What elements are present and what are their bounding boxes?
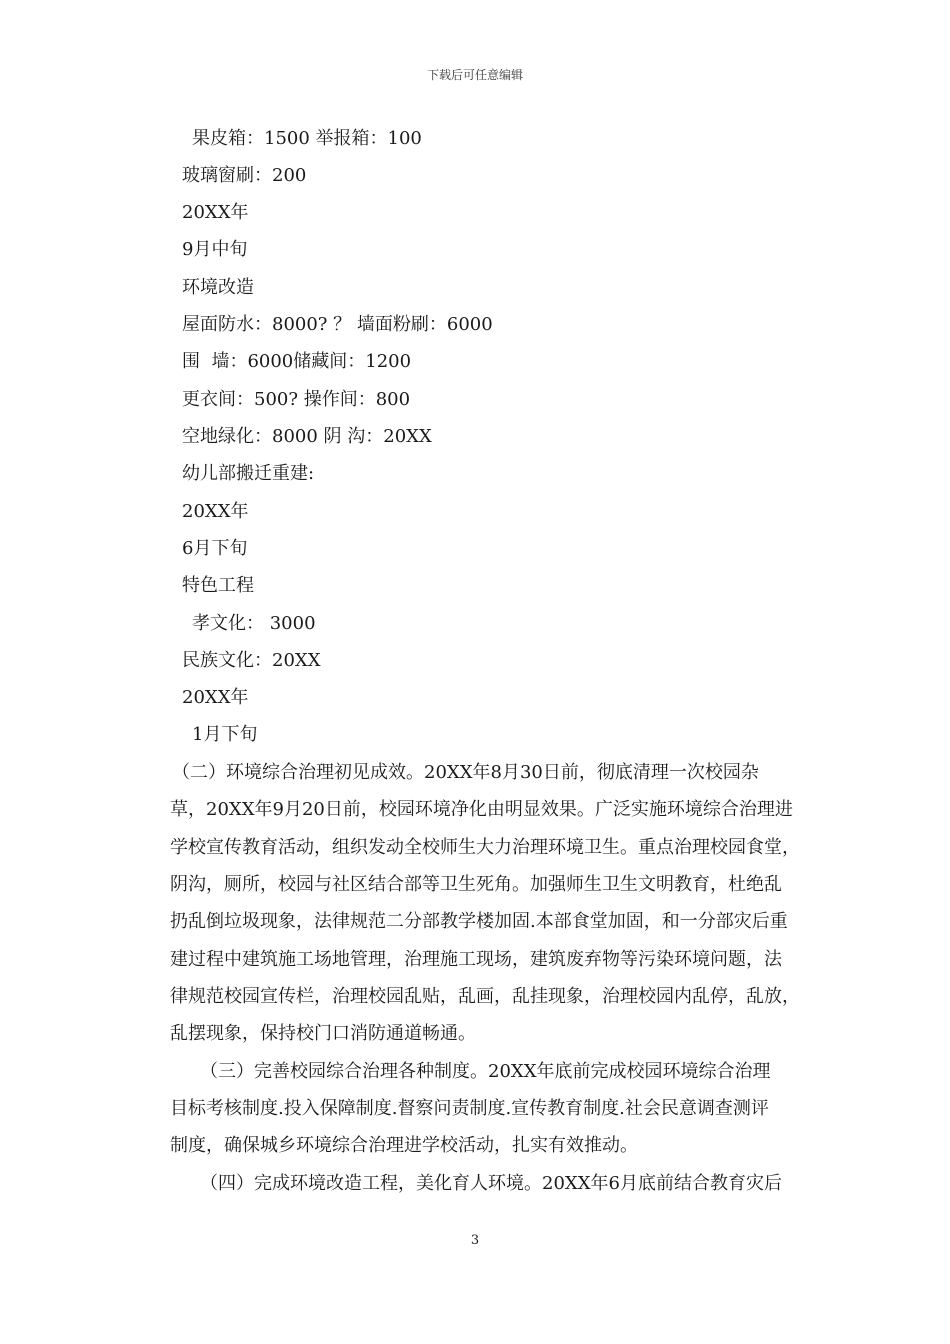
- paragraph-line: 乱摆现象，保持校门口消防通道畅通。: [170, 1023, 476, 1044]
- paragraph-line: （四）完成环境改造工程，美化育人环境。20XX年6月底前结合教育灾后: [200, 1173, 782, 1194]
- schedule-line: 6月下旬: [182, 538, 248, 559]
- schedule-line: 玻璃窗刷：200: [182, 165, 307, 186]
- schedule-line: 20XX年: [182, 202, 249, 223]
- schedule-line: 20XX年: [182, 501, 249, 522]
- schedule-line: 20XX年: [182, 687, 249, 708]
- schedule-line: 果皮箱：1500 举报箱：100: [192, 128, 422, 149]
- paragraph-line: 扔乱倒垃圾现象，法律规范二分部教学楼加固.本部食堂加固，和一分部灾后重: [170, 911, 788, 932]
- paragraph-line: 学校宣传教育活动，组织发动全校师生大力治理环境卫生。重点治理校园食堂，: [170, 837, 800, 858]
- paragraph-line: 草，20XX年9月20日前，校园环境净化由明显效果。广泛实施环境综合治理进: [170, 799, 793, 820]
- schedule-line: 孝文化： 3000: [192, 613, 316, 634]
- schedule-line: 屋面防水：8000? ？ 墙面粉刷：6000: [182, 314, 493, 335]
- paragraph-line: 律规范校园宣传栏，治理校园乱贴，乱画，乱挂现象，治理校园内乱停，乱放，: [170, 986, 800, 1007]
- schedule-line: 1月下旬: [192, 724, 258, 745]
- page-number: 3: [470, 1233, 480, 1248]
- schedule-line: 9月中旬: [182, 239, 248, 260]
- schedule-line: 特色工程: [182, 575, 254, 596]
- schedule-line: 民族文化：20XX: [182, 650, 321, 671]
- schedule-line: 幼儿部搬迁重建:: [182, 463, 315, 484]
- schedule-line: 更衣间：500? 操作间：800: [182, 389, 411, 410]
- paragraph-line: （三）完善校园综合治理各种制度。20XX年底前完成校园环境综合治理: [200, 1061, 771, 1082]
- paragraph-line: 目标考核制度.投入保障制度.督察问责制度.宣传教育制度.社会民意调查测评: [170, 1098, 769, 1119]
- paragraph-line: 建过程中建筑施工场地管理，治理施工现场，建筑废弃物等污染环境问题，法: [170, 949, 782, 970]
- schedule-line: 环境改造: [182, 277, 254, 298]
- paragraph-line: 阴沟，厕所，校园与社区结合部等卫生死角。加强师生卫生文明教育，杜绝乱: [170, 874, 782, 895]
- page-header: 下载后可任意编辑: [426, 68, 523, 82]
- schedule-line: 空地绿化：8000 阴 沟：20XX: [182, 426, 432, 447]
- schedule-line: 围 墙：6000储藏间：1200: [182, 351, 412, 372]
- paragraph-line: 制度，确保城乡环境综合治理进学校活动，扎实有效推动。: [170, 1135, 638, 1156]
- paragraph-line: （二）环境综合治理初见成效。20XX年8月30日前，彻底清理一次校园杂: [172, 762, 759, 783]
